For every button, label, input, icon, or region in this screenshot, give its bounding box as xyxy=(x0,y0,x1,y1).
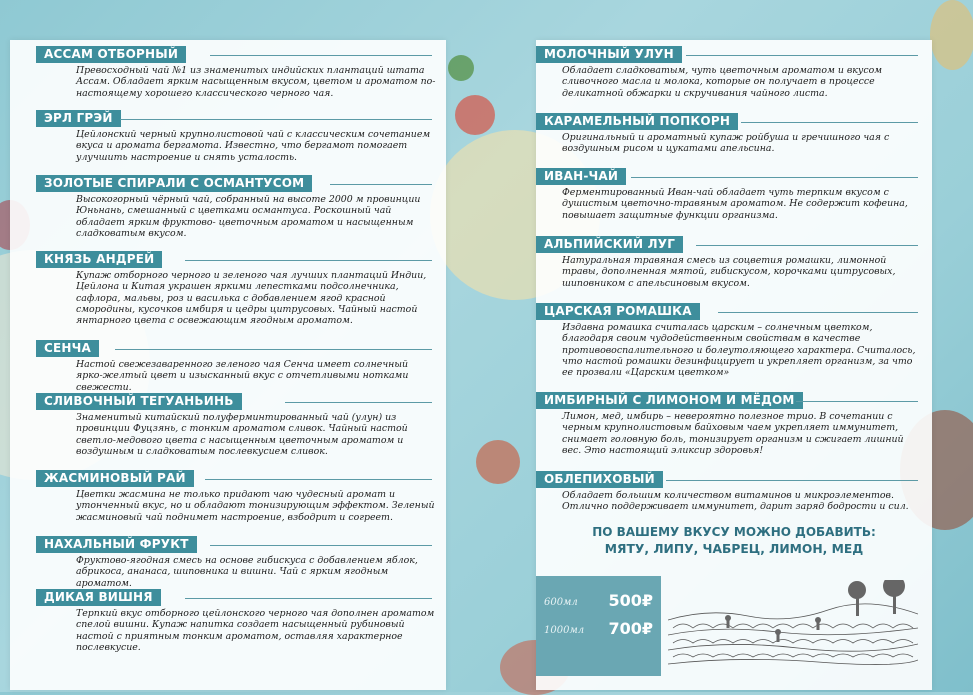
price-value: 500₽ xyxy=(608,591,653,610)
menu-item xyxy=(10,470,446,523)
price-row xyxy=(536,588,661,610)
background-flower xyxy=(476,440,520,484)
title-rule xyxy=(741,122,918,123)
item-title: АССАМ ОТБОРНЫЙ xyxy=(36,46,186,63)
menu-item xyxy=(536,392,932,456)
extras-line-1: ПО ВАШЕМУ ВКУСУ МОЖНО ДОБАВИТЬ: xyxy=(592,525,876,539)
title-rule xyxy=(205,479,432,480)
item-description: Обладает сладковатым, чуть цветочным ароматом и вкусом сливочного масла и молока, которые он получает в процессе деликатной обжарки и скручивания чайного листа. xyxy=(562,65,882,99)
menu-item xyxy=(10,251,446,326)
menu-item xyxy=(536,303,932,378)
background-flower xyxy=(930,0,973,70)
item-title: НАХАЛЬНЫЙ ФРУКТ xyxy=(36,536,197,553)
item-description: Ферментированный Иван-чай обладает чуть терпким вкусом с душистым цветочно-травяным ароматом. Не содержит кофеина, повышает защитные функции организма. xyxy=(562,187,908,221)
item-title: ЭРЛ ГРЭЙ xyxy=(36,110,121,127)
item-title: ИМБИРНЫЙ С ЛИМОНОМ И МЁДОМ xyxy=(536,392,803,409)
item-description: Цветки жасмина не только придают чаю чудесный аромат и утонченный вкус, но и обладают тонизирующим эффектом. Зеленый жасминовый чай поднимет настроение, взбодрит и согреет. xyxy=(76,489,435,523)
item-title: ЦАРСКАЯ РОМАШКА xyxy=(536,303,700,320)
item-title: ОБЛЕПИХОВЫЙ xyxy=(536,471,663,488)
title-rule xyxy=(718,312,918,313)
item-title: СЕНЧА xyxy=(36,340,99,357)
tea-plantation-illustration xyxy=(668,580,918,670)
item-description: Цейлонский черный крупнолистовой чай с классическим сочетанием вкуса и аромата бергамота. Известно, что бергамот помогает улучшить настроение и снять усталость. xyxy=(76,129,431,163)
item-description: Фруктово-ягодная смесь на основе гибискуса с добавлением яблок, абрикоса, ананаса, шиповника и вишни. Чай с ярким ягодным ароматом. xyxy=(76,555,418,589)
item-description: Превосходный чай №1 из знаменитых индийских плантаций штата Ассам. Обладает ярким насыщенным вкусом, цветом и ароматом по-настоящему хорошего классического черного чая. xyxy=(76,65,436,99)
item-description: Обладает большим количеством витаминов и микроэлементов. Отлично поддерживает иммунитет, дарит заряд бодрости и сил. xyxy=(562,490,909,513)
item-title: КАРАМЕЛЬНЫЙ ПОПКОРН xyxy=(536,113,738,130)
title-rule xyxy=(120,119,432,120)
background-leaf xyxy=(448,55,474,81)
item-title: ЖАСМИНОВЫЙ РАЙ xyxy=(36,470,194,487)
menu-item xyxy=(10,589,446,653)
menu-item xyxy=(10,393,446,457)
menu-item xyxy=(10,110,446,163)
item-description: Терпкий вкус отборного цейлонского черного чая дополнен ароматом спелой вишни. Купаж напитка создает насыщенный рубиновый настой с приятным тонким ароматом, оставляя характерное послевкусие. xyxy=(76,608,435,653)
extras-note xyxy=(536,524,932,558)
title-rule xyxy=(210,55,432,56)
title-rule xyxy=(185,598,432,599)
title-rule xyxy=(115,349,432,350)
menu-item xyxy=(536,236,932,289)
title-rule xyxy=(796,401,918,402)
right-menu-panel xyxy=(536,40,932,690)
item-title: ЗОЛОТЫЕ СПИРАЛИ С ОСМАНТУСОМ xyxy=(36,175,312,192)
item-title: ИВАН-ЧАЙ xyxy=(536,168,626,185)
menu-item xyxy=(536,471,932,513)
price-box xyxy=(536,576,661,676)
extras-line-2: МЯТУ, ЛИПУ, ЧАБРЕЦ, ЛИМОН, МЕД xyxy=(604,542,864,556)
item-description: Издавна ромашка считалась царским – солнечным цветком, благодаря своим чудодейственным свойствам в качестве противовоспалительного и болеутоляющего характера. Считалось, что настой ромашки дезинфицирует и укрепляет организм, за что ее прозвали «Царским цветком» xyxy=(562,322,916,379)
title-rule xyxy=(686,55,918,56)
item-description: Купаж отборного черного и зеленого чая лучших плантаций Индии, Цейлона и Китая украшен яркими лепестками подсолнечника, сафлора, мальвы, роз и василька с добавлением ягод красной смородины, кусочков имбиря и цедры цитрусовых. Чайный настой янтарного цвета с освежающим ягодным ароматом. xyxy=(76,270,427,327)
item-description: Знаменитый китайский полуферминтированный чай (улун) из провинции Фуцзянь, с тонким ароматом сливок. Чайный настой светло-медового цвета с насыщенным цветочным ароматом и воздушным и сладковатым послевкусием сливок. xyxy=(76,412,408,457)
left-menu-panel xyxy=(10,40,446,690)
title-rule xyxy=(330,184,432,185)
volume-label: 1000мл xyxy=(544,625,585,636)
title-rule xyxy=(696,245,918,246)
menu-item xyxy=(10,536,446,589)
item-description: Лимон, мед, имбирь – невероятно полезное трио. В сочетании с черным крупнолистовым байховым чаем укрепляет иммунитет, снимает головную боль, тонизирует организм и сжигает лишний вес. Это настоящий эликсир здоровья! xyxy=(562,411,904,456)
menu-item xyxy=(536,46,932,99)
price-value: 700₽ xyxy=(608,619,653,638)
item-title: КНЯЗЬ АНДРЕЙ xyxy=(36,251,162,268)
menu-item xyxy=(10,340,446,393)
item-title: ДИКАЯ ВИШНЯ xyxy=(36,589,161,606)
menu-item xyxy=(536,168,932,221)
title-rule xyxy=(285,402,432,403)
title-rule xyxy=(666,480,918,481)
title-rule xyxy=(185,260,432,261)
price-row xyxy=(536,616,661,638)
item-title: АЛЬПИЙСКИЙ ЛУГ xyxy=(536,236,683,253)
menu-item xyxy=(10,46,446,99)
background-flower xyxy=(455,95,495,135)
item-description: Высокогорный чёрный чай, собранный на высоте 2000 м провинции Юньнань, смешанный с цветками османтуса. Роскошный чай обладает ярким фруктово- цветочным ароматом и насыщенным сладковатым вкусом. xyxy=(76,194,421,239)
title-rule xyxy=(210,545,432,546)
volume-label: 600мл xyxy=(544,597,578,608)
menu-item xyxy=(10,175,446,239)
item-description: Оригинальный и ароматный купаж ройбуша и гречишного чая с воздушным рисом и цукатами апельсина. xyxy=(562,132,890,155)
item-title: МОЛОЧНЫЙ УЛУН xyxy=(536,46,682,63)
item-title: СЛИВОЧНЫЙ ТЕГУАНЬИНЬ xyxy=(36,393,242,410)
title-rule xyxy=(631,177,918,178)
item-description: Натуральная травяная смесь из соцветия ромашки, лимонной травы, дополненная мятой, гибискусом, корочками цитрусовых, шиповником с апельсиновым вкусом. xyxy=(562,255,896,289)
menu-item xyxy=(536,113,932,155)
item-description: Настой свежезаваренного зеленого чая Сенча имеет солнечный ярко-желтый цвет и изысканный вкус с отчетливыми нотками свежести. xyxy=(76,359,409,393)
